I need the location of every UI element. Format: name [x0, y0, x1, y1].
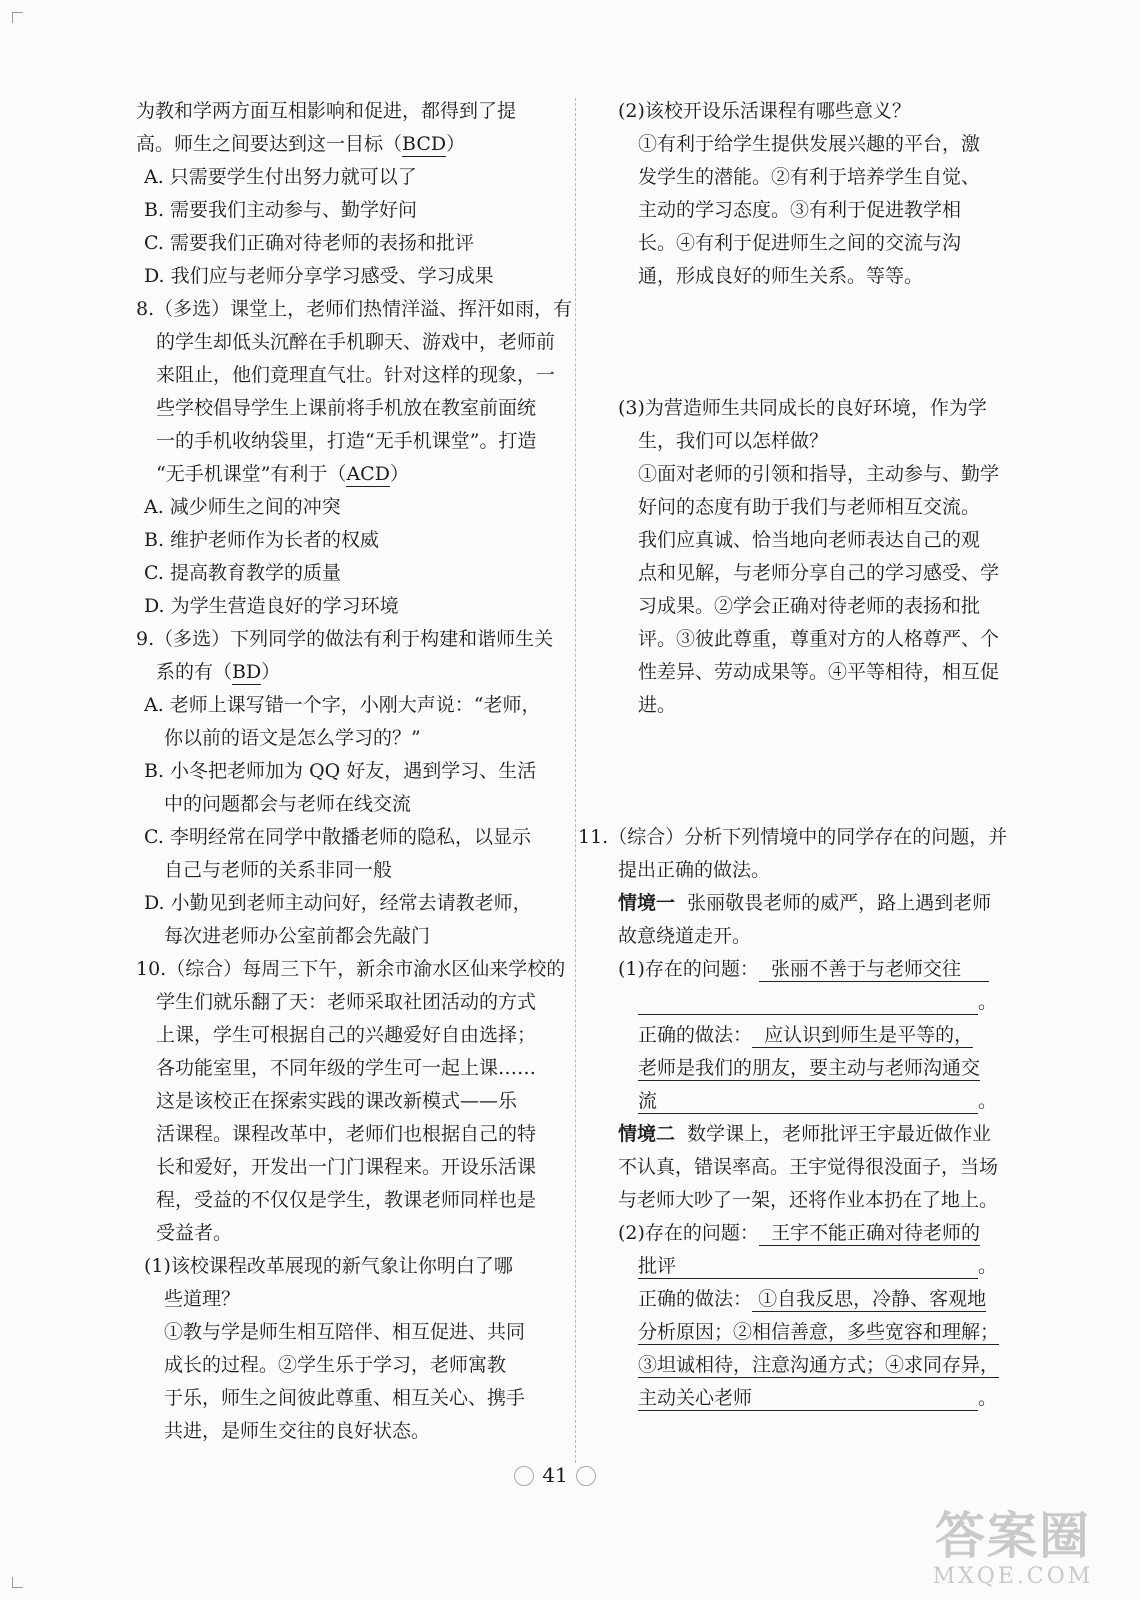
- sub-question: (2)该校开设乐活课程有哪些意义？: [618, 100, 911, 122]
- answer-text: 于乐，师生之间彼此尊重、相互关心、携手: [164, 1387, 526, 1409]
- answer-text: 我们应真诚、恰当地向老师表达自己的观: [638, 529, 981, 551]
- ornament-icon: [576, 1466, 596, 1486]
- crop-mark: [12, 1577, 23, 1588]
- text-line: 学生们就乐翻了天：老师采取社团活动的方式: [156, 991, 537, 1013]
- text-line: 这是该校正在探索实践的课改新模式——乐: [156, 1090, 518, 1112]
- left-column: [136, 95, 573, 1448]
- scenario-two: 情境二 数学课上，老师批评王宇最近做作业: [618, 1123, 992, 1145]
- text-line: 为教和学两方面互相影响和促进，都得到了提: [136, 100, 517, 122]
- option-b: B. 维护老师作为长者的权威: [144, 529, 380, 551]
- answer-text: ①面对老师的引领和指导，主动参与、勤学: [638, 463, 1000, 485]
- scenario-one: 情境一 张丽敬畏老师的威严，路上遇到老师: [618, 892, 992, 914]
- problem-2: (2)存在的问题： 王宇不能正确对待老师的: [618, 1222, 981, 1244]
- text-line: 每次进老师办公室前都会先敲门: [164, 925, 431, 947]
- question-11-stem: 11.（综合）分析下列情境中的同学存在的问题，并: [578, 826, 1008, 848]
- question-10-stem: 10.（综合）每周三下午，新余市渝水区仙来学校的: [136, 958, 566, 980]
- answer-line: 主动关心老师 。: [638, 1387, 998, 1409]
- answer-text: 发学生的潜能。②有利于培养学生自觉、: [638, 166, 981, 188]
- right-column: [578, 95, 1018, 1415]
- answer-blank-line: 。: [618, 986, 1018, 1019]
- answer-line: ③坦诚相待，注意沟通方式；④求同存异，: [638, 1354, 1000, 1376]
- crop-mark: [12, 12, 23, 23]
- answer-text: 共进，是师生交往的良好状态。: [164, 1420, 431, 1442]
- question-8-answer: ACD: [346, 463, 390, 485]
- text-line: 中的问题都会与老师在线交流: [164, 793, 412, 815]
- sub-question: (3)为营造师生共同成长的良好环境，作为学: [618, 397, 987, 419]
- answer-text: 进。: [638, 694, 677, 716]
- option-a: A. 只需要学生付出努力就可以了: [144, 166, 417, 188]
- question-9-answer: BD: [232, 661, 262, 683]
- column-divider: [575, 98, 576, 1463]
- answer-text: ①教与学是师生相互陪伴、相互促进、共同: [164, 1321, 526, 1343]
- question-8-stem: 8.（多选）课堂上，老师们热情洋溢、挥汗如雨，有: [136, 298, 573, 320]
- text-line: 一的手机收纳袋里，打造“无手机课堂”。打造: [156, 430, 537, 452]
- answer-text: 习成果。②学会正确对待老师的表扬和批: [638, 595, 981, 617]
- answer-line: 批评 。: [638, 1255, 998, 1277]
- answer-line: 流 。: [638, 1090, 998, 1112]
- text-line: 上课，学生可根据自己的兴趣爱好自由选择；: [156, 1024, 537, 1046]
- answer-text: 好问的态度有助于我们与老师相互交流。: [638, 496, 981, 518]
- text-line: 些道理？: [164, 1288, 241, 1310]
- option-c: C. 李明经常在同学中散播老师的隐私，以显示: [144, 826, 531, 848]
- option-d: D. 为学生营造良好的学习环境: [144, 595, 399, 617]
- option-d: D. 小勤见到老师主动问好，经常去请教老师，: [144, 892, 532, 914]
- answer-text: 主动的学习态度。③有利于促进教学相: [638, 199, 962, 221]
- text-line: 你以前的语文是怎么学习的？”: [164, 727, 421, 749]
- scenario-label: 情境一: [618, 892, 676, 914]
- text-line: 受益者。: [156, 1222, 233, 1244]
- answer-text: 点和见解，与老师分享自己的学习感受、学: [638, 562, 1000, 584]
- answer-text: 通，形成良好的师生关系。等等。: [638, 265, 924, 287]
- scenario-label: 情境二: [618, 1123, 676, 1145]
- option-c: C. 提高教育教学的质量: [144, 562, 341, 584]
- answer-text: 性差异、劳动成果等。④平等相待，相互促: [638, 661, 1000, 683]
- text-line: 程，受益的不仅仅是学生，教课老师同样也是: [156, 1189, 537, 1211]
- option-c: C. 需要我们正确对待老师的表扬和批评: [144, 232, 474, 254]
- text-line: 故意绕道走开。: [618, 925, 752, 947]
- question-7-stem: 高。师生之间要达到这一目标（BCD）: [136, 133, 466, 155]
- text-line: 些学校倡导学生上课前将手机放在教室前面统: [156, 397, 537, 419]
- watermark-logo: 答案圈 MXQE.COM: [932, 1506, 1094, 1589]
- text-line: 不认真，错误率高。王宇觉得很没面子，当场: [618, 1156, 999, 1178]
- option-a: A. 老师上课写错一个字，小刚大声说：“老师，: [144, 694, 541, 716]
- answer-text: 长。④有利于促进师生之间的交流与沟: [638, 232, 962, 254]
- problem-1-answer: 张丽不善于与老师交往: [759, 957, 989, 982]
- answer-line: 分析原因；②相信善意，多些宽容和理解；: [638, 1321, 1000, 1343]
- question-7-answer: BCD: [402, 133, 447, 155]
- text-line: 的学生却低头沉醉在手机聊天、游戏中，老师前: [156, 331, 556, 353]
- correct-approach-1: 正确的做法： 应认识到师生是平等的，: [638, 1024, 974, 1046]
- sub-question: (1)该校课程改革展现的新气象让你明白了哪: [144, 1255, 513, 1277]
- option-b: B. 需要我们主动参与、勤学好问: [144, 199, 418, 221]
- text-line: 系的有（BD）: [156, 661, 281, 683]
- text-line: 提出正确的做法。: [618, 859, 771, 881]
- text-line: 各功能室里，不同年级的学生可一起上课……: [156, 1057, 537, 1079]
- option-b: B. 小冬把老师加为 QQ 好友，遇到学习、生活: [144, 760, 537, 782]
- correct-approach-2-answer: ①自我反思，冷静、客观地: [752, 1287, 986, 1312]
- answer-line: 老师是我们的朋友，要主动与老师沟通交: [638, 1057, 981, 1079]
- ornament-icon: [514, 1466, 534, 1486]
- text-line: 长和爱好，开发出一门门课程来。开设乐活课: [156, 1156, 537, 1178]
- text-line: 与老师大吵了一架，还将作业本扔在了地上。: [618, 1189, 999, 1211]
- text-line: “无手机课堂”有利于（ACD）: [156, 463, 409, 485]
- text-line: 自己与老师的关系非同一般: [164, 859, 393, 881]
- problem-1: (1)存在的问题： 张丽不善于与老师交往: [618, 953, 1018, 986]
- text-line: 来阻止，他们竟理直气壮。针对这样的现象，一: [156, 364, 556, 386]
- problem-2-answer: 王宇不能正确对待老师的: [759, 1221, 980, 1246]
- answer-text: 成长的过程。②学生乐于学习，老师寓教: [164, 1354, 507, 1376]
- correct-approach-2: 正确的做法： ①自我反思，冷静、客观地: [638, 1288, 987, 1310]
- option-a: A. 减少师生之间的冲突: [144, 496, 341, 518]
- answer-text: ①有利于给学生提供发展兴趣的平台，激: [638, 133, 981, 155]
- correct-approach-1-answer: 应认识到师生是平等的，: [752, 1023, 973, 1048]
- text-line: 活课程。课程改革中，老师们也根据自己的特: [156, 1123, 537, 1145]
- text-line: 生，我们可以怎样做？: [638, 430, 829, 452]
- answer-text: 评。③彼此尊重，尊重对方的人格尊严、个: [638, 628, 1000, 650]
- page-number: 41: [520, 1458, 590, 1494]
- question-9-stem: 9.（多选）下列同学的做法有利于构建和谐师生关: [136, 628, 554, 650]
- option-d: D. 我们应与老师分享学习感受、学习成果: [144, 265, 494, 287]
